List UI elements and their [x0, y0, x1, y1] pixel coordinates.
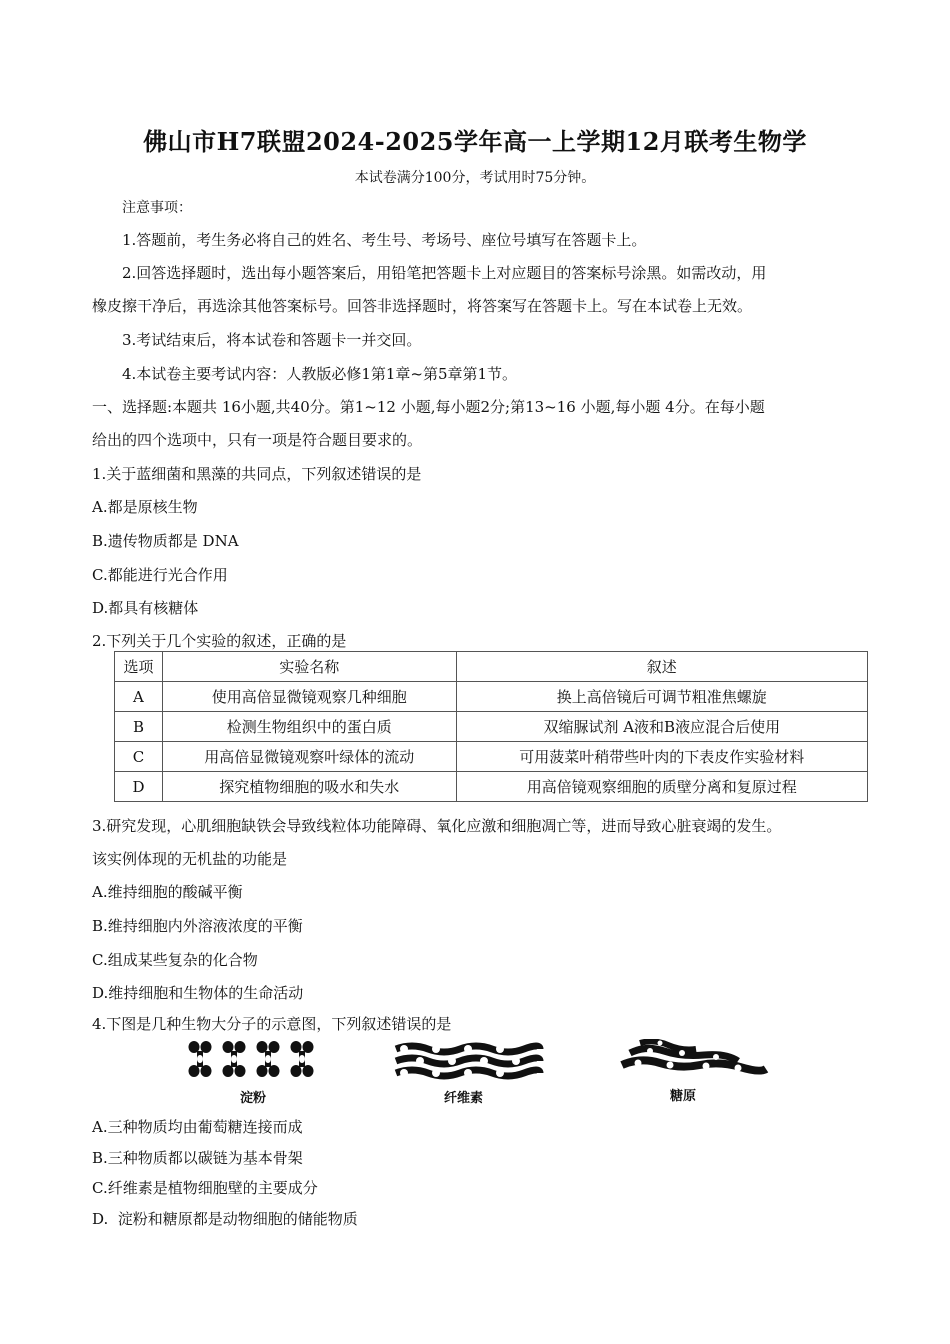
column-header-experiment: 实验名称 [162, 652, 456, 682]
notice-item: 3.考试结束后，将本试卷和答题卡一并交回。 [122, 331, 422, 349]
table-row [115, 712, 868, 742]
notice-item: 4.本试卷主要考试内容：人教版必修1第1章~第5章第1节。 [122, 365, 518, 383]
section-heading-continued: 给出的四个选项中，只有一项是符合题目要求的。 [92, 431, 423, 449]
notice-item: 1.答题前，考生务必将自己的姓名、考生号、考场号、座位号填写在答题卡上。 [122, 231, 647, 249]
cell-description: 可用菠菜叶稍带些叶肉的下表皮作实验材料 [456, 742, 867, 772]
column-header-option: 选项 [115, 652, 163, 682]
question-1-option-b: B.遗传物质都是 DNA [92, 532, 239, 550]
glycogen-diagram [620, 1039, 770, 1079]
cellulose-label: 纤维素 [444, 1091, 484, 1106]
question-1-option-c: C.都能进行光合作用 [92, 566, 228, 584]
cell-option: D [115, 772, 163, 802]
question-4-option-a: A.三种物质均由葡萄糖连接而成 [92, 1118, 303, 1136]
exam-subtitle: 本试卷满分100分，考试用时75分钟。 [354, 170, 596, 186]
cellulose-diagram [392, 1041, 544, 1081]
cell-experiment: 使用高倍显微镜观察几种细胞 [162, 682, 456, 712]
notice-item: 2.回答选择题时，选出每小题答案后，用铅笔把答题卡上对应题目的答案标号涂黑。如需改动，用 [122, 264, 767, 282]
cell-description: 换上高倍镜后可调节粗准焦螺旋 [456, 682, 867, 712]
macromolecule-figure [180, 1037, 780, 1107]
question-3-option-a: A.维持细胞的酸碱平衡 [92, 883, 243, 901]
question-4-option-b: B.三种物质都以碳链为基本骨架 [92, 1149, 303, 1167]
cell-option: A [115, 682, 163, 712]
question-3-option-d: D.维持细胞和生物体的生命活动 [92, 984, 304, 1002]
column-header-description: 叙述 [456, 652, 867, 682]
question-4-option-d: D. 淀粉和糖原都是动物细胞的储能物质 [92, 1210, 358, 1228]
question-1-option-a: A.都是原核生物 [92, 498, 198, 516]
question-3-stem: 3.研究发现，心肌细胞缺铁会导致线粒体功能障碍、氧化应激和细胞凋亡等，进而导致心脏衰竭的发生。 [92, 817, 782, 835]
cell-option: B [115, 712, 163, 742]
question-3-option-c: C.组成某些复杂的化合物 [92, 951, 258, 969]
glycogen-label: 糖原 [670, 1089, 697, 1104]
question-4-stem: 4.下图是几种生物大分子的示意图，下列叙述错误的是 [92, 1015, 452, 1033]
starch-label: 淀粉 [240, 1091, 267, 1106]
question-1-option-d: D.都具有核糖体 [92, 599, 199, 617]
question-3-stem-continued: 该实例体现的无机盐的功能是 [92, 850, 288, 868]
cell-option: C [115, 742, 163, 772]
table-row [115, 742, 868, 772]
cell-experiment: 探究植物细胞的吸水和失水 [162, 772, 456, 802]
experiment-table [114, 651, 868, 802]
notice-item-continued: 橡皮擦干净后，再选涂其他答案标号。回答非选择题时，将答案写在答题卡上。写在本试卷上无效。 [92, 297, 753, 315]
question-2-stem: 2.下列关于几个实验的叙述，正确的是 [92, 632, 347, 650]
notice-heading: 注意事项： [122, 200, 192, 216]
cell-description: 用高倍镜观察细胞的质壁分离和复原过程 [456, 772, 867, 802]
table-row [115, 682, 868, 712]
table-header-row [115, 652, 868, 682]
question-3-option-b: B.维持细胞内外溶液浓度的平衡 [92, 917, 303, 935]
exam-title: 佛山市H7联盟2024-2025学年高一上学期12月联考生物学 [143, 127, 807, 156]
cell-description: 双缩脲试剂 A液和B液应混合后使用 [456, 712, 867, 742]
question-1-stem: 1.关于蓝细菌和黑藻的共同点，下列叙述错误的是 [92, 465, 422, 483]
table-row [115, 772, 868, 802]
cell-experiment: 检测生物组织中的蛋白质 [162, 712, 456, 742]
question-4-option-c: C.纤维素是植物细胞壁的主要成分 [92, 1179, 318, 1197]
cell-experiment: 用高倍显微镜观察叶绿体的流动 [162, 742, 456, 772]
starch-diagram [188, 1037, 320, 1081]
section-heading: 一、选择题:本题共 16小题,共40分。第1~12 小题,每小题2分;第13~16 小题,每小题 4分。在每小题 [92, 398, 765, 416]
